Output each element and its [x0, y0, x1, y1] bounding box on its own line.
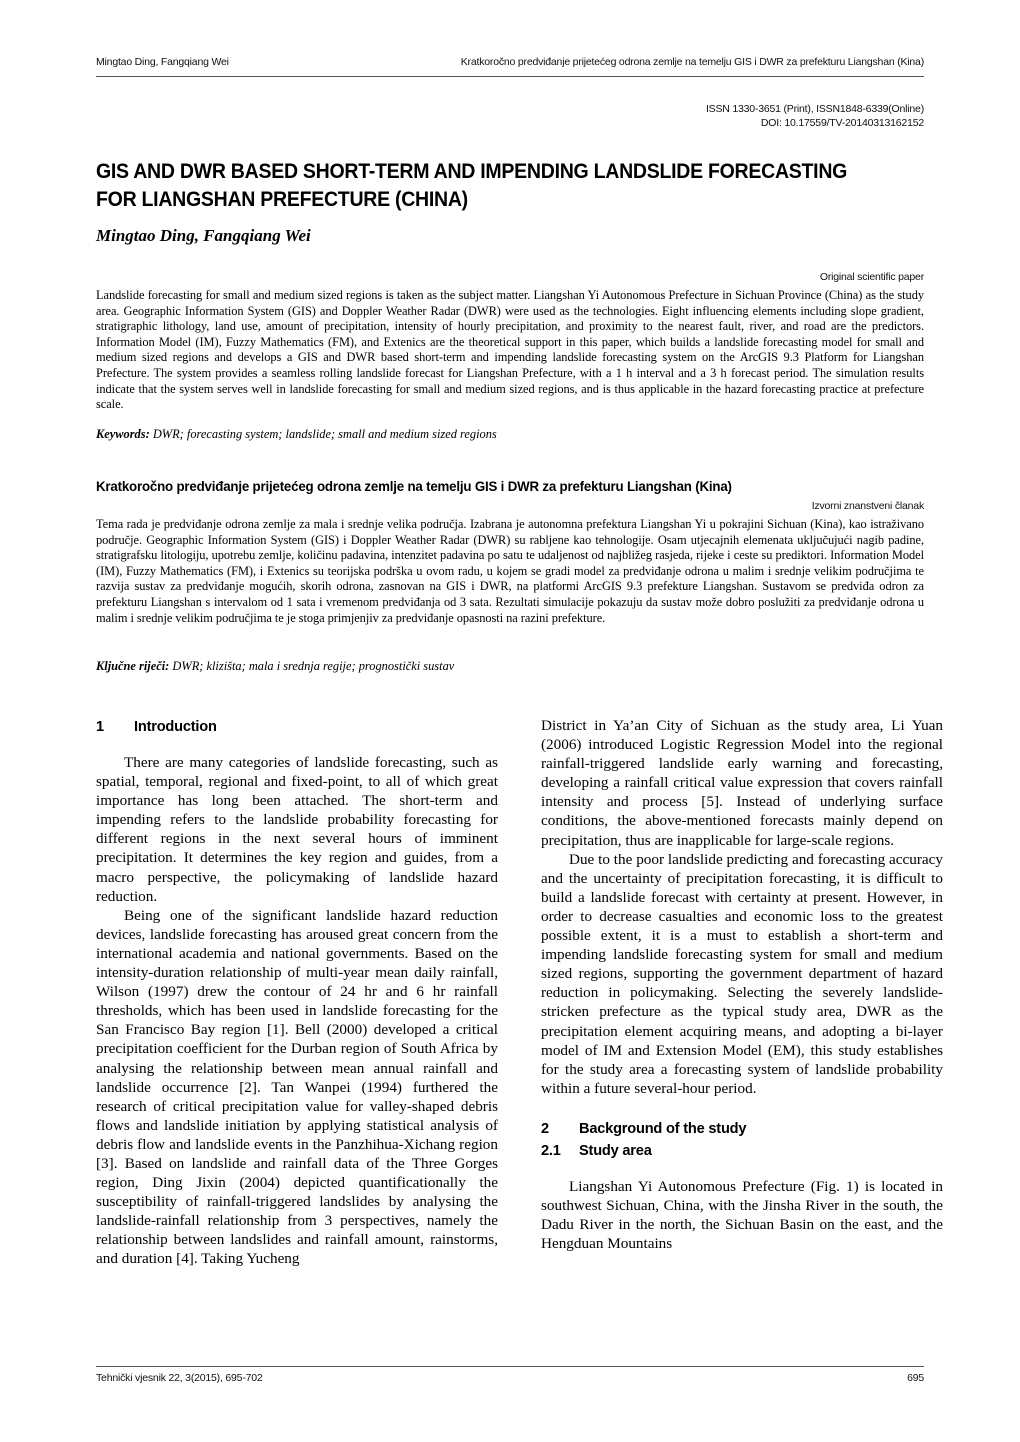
keywords-label-hr: Ključne riječi:: [96, 659, 170, 673]
author-list: Mingtao Ding, Fangqiang Wei: [96, 226, 311, 245]
body-column-right: [541, 716, 943, 1253]
section-title-1: Introduction: [134, 719, 217, 735]
paper-type-hr: Izvorni znanstveni članak: [811, 500, 924, 512]
section-number-2: 2: [541, 1120, 549, 1137]
running-head-title: Kratkoročno predviđanje prijetećeg odrona zemlje na temelju GIS i DWR za prefekturu Liangshan (Kina): [460, 56, 924, 68]
section-title-2-1: Study area: [579, 1142, 652, 1159]
paragraph: There are many categories of landslide forecasting, such as spatial, temporal, regional and fixed-point, to all of which great importance has long been attached. The short-term and impending refers to the landslide probability forecasting for different regions in the next several hours of imminent precipitation. It determines the key region and guides, from a macro perspective, the policymaking of landslide hazard reduction.: [96, 754, 498, 905]
doi-line: DOI: 10.17559/TV-20140313162152: [760, 117, 924, 129]
page-title-hr: Kratkoročno predviđanje prijetećeg odrona zemlje na temelju GIS i DWR za prefekturu Liangshan (Kina): [96, 477, 732, 494]
running-head-divider: [96, 76, 924, 77]
section-heading-1: [96, 716, 498, 738]
paragraph: District in Ya’an City of Sichuan as the study area, Li Yuan (2006) introduced Logistic Regression Model into the regional rainfall-triggered landslide early warning and forecasting, developing a rainfall critical value expression that covers rainfall intensity and process [5]. Instead of underlying surface conditions, the above-mentioned forecasts mainly depend on precipitation, thus are inapplicable for large-scale regions.: [541, 717, 943, 849]
running-head: [96, 56, 924, 68]
keywords-value-en: DWR; forecasting system; landslide; small and medium sized regions: [152, 427, 497, 441]
paragraph: Due to the poor landslide predicting and forecasting accuracy and the uncertainty of precipitation forecasting, it is difficult to build a landslide forecast with certainty at present. However, in order to decrease casualties and economic loss to the greatest possible extent, it is a must to establish a short-term and impending landslide forecasting system for small and medium sized regions, supporting the government department of hazard reduction in policymaking. Selecting the severely landslide-stricken prefecture as the typical study area, DWR as the precipitation element acquiring means, and adopting a bi-layer model of IM and Extension Model (EM), this study establishes for the study area a forecasting system of landslide probability within a future several-hour period.: [541, 850, 943, 1097]
keywords-label-en: Keywords:: [96, 427, 150, 441]
section-heading-2-1: [541, 1140, 943, 1162]
paragraph: Liangshan Yi Autonomous Prefecture (Fig. 1) is located in southwest Sichuan, China, with the Jinsha River in the south, the Dadu River in the north, the Sichuan Basin on the east, and the Hengduan Mountains: [541, 1177, 943, 1253]
keywords-hr: [96, 659, 924, 674]
section-title-2: Background of the study: [579, 1120, 747, 1137]
page-title: GIS AND DWR BASED SHORT-TERM AND IMPENDING LANDSLIDE FORECASTING FOR LIANGSHAN PREFECTURE (CHINA): [96, 160, 848, 212]
body-column-left: [96, 716, 498, 1269]
keywords-en: [96, 427, 924, 442]
section-heading-2: [541, 1118, 943, 1140]
footer-divider: [96, 1366, 924, 1367]
page-footer: [96, 1372, 924, 1384]
running-head-authors: Mingtao Ding, Fangqiang Wei: [96, 56, 229, 68]
keywords-value-hr: DWR; klizišta; mala i srednja regije; prognostički sustav: [172, 659, 455, 673]
footer-journal-citation: Tehnički vjesnik 22, 3(2015), 695-702: [96, 1372, 263, 1384]
paper-type-en: Original scientific paper: [819, 271, 924, 283]
abstract-en: Landslide forecasting for small and medium sized regions is taken as the subject matter. Liangshan Yi Autonomous Prefecture in Sichuan Province (China) as the study area. Geographic Information System (GIS) and Doppler Weather Radar (DWR) were used as the technologies. Eight influencing elements including slope gradient, stratigraphic lithology, land use, amount of precipitation, intensity of hourly precipitation, and proximity to the nearest fault, river, and road are the predictors. Information Model (IM), Fuzzy Mathematics (FM), and Extenics are the theoretical support in this paper, which builds a landslide forecasting model for small and medium sized regions and develops a GIS and DWR based short-term and impending landslide forecasting system on the ArcGIS 9.3 Platform for Liangshan Prefecture. The system provides a seamless rolling landslide forecast for Liangshan Prefecture, with a 1 h interval and a 3 h forecast period. The simulation results indicate that the system serves well in landslide forecasting for small and medium sized regions, and is thus applicable in the hazard forecasting practice at prefecture scale.: [96, 288, 924, 412]
identifier-block: [96, 102, 924, 130]
section-number-2-1: 2.1: [541, 1142, 561, 1159]
footer-page-number: 695: [907, 1372, 924, 1384]
abstract-hr: Tema rada je predviđanje odrona zemlje za mala i srednje velika područja. Izabrana je autonomna prefektura Liangshan Yi u pokrajini Sichuan (Kina), kao istraživano područje. Geographic Information System (GIS) i Doppler Weather Radar (DWR) su rabljene kao tehnologije. Osam utjecajnih elemenata uključujući nagib padine, stratigrafsku litologiju, upotrebu zemlje, količinu padavina, intenzitet padavina po satu te udaljenost od najbližeg rasjeda, rijeke i ceste su prediktori. Information Model (IM), Fuzzy Mathematics (FM), i Extenics su teorijska podrška u ovom radu, u kojem se gradi model za predviđanje odrona u malim i srednje velikim područjima te razvija sustav za predviđanje mogućih, skorih odrona, zasnovan na GIS i DWR, na platformi ArcGIS 9.3 prefekture Liangshan. Sustavom se predviđa odron za prefekturu Liangshan s intervalom od 1 sata i vremenom predviđanja od 3 sata. Rezultati simulacije pokazuju da sustav može dobro poslužiti za predviđanje odrona u malim i srednje velikim područjima te je stoga primjenjiv za predviđanje opasnosti na razini prefekture.: [96, 517, 924, 625]
issn-line: ISSN 1330-3651 (Print), ISSN1848-6339(Online): [705, 103, 924, 115]
paragraph: Being one of the significant landslide hazard reduction devices, landslide forecasting has aroused great concern from the international academia and national governments. Based on the intensity-duration relationship of multi-year mean daily rainfall, Wilson (1997) drew the contour of 24 hr and 6 hr rainfall thresholds, which has been used in landslide forecasting for the San Francisco Bay region [1]. Bell (2000) developed a critical precipitation coefficient for the Durban region of South Africa by analysing the relationship between mean annual rainfall and landslide occurrence [2]. Tan Wanpei (1994) furthered the research of critical precipitation value for valley-shaped debris flows and landslide initiation by applying statistical analysis of debris flow and landslide events in the Panzhihua-Xichang region [3]. Based on landslide and rainfall data of the Three Gorges region, Ding Jixin (2004) depicted quantificationally the susceptibility of rainfall-triggered landslides by analysing the landslide-rainfall relationship from 3 perspectives, namely the relationship between landslides and rainfall amount, rainstorms, and duration [4]. Taking Yucheng: [96, 906, 498, 1268]
section-number-1: 1: [96, 719, 104, 735]
